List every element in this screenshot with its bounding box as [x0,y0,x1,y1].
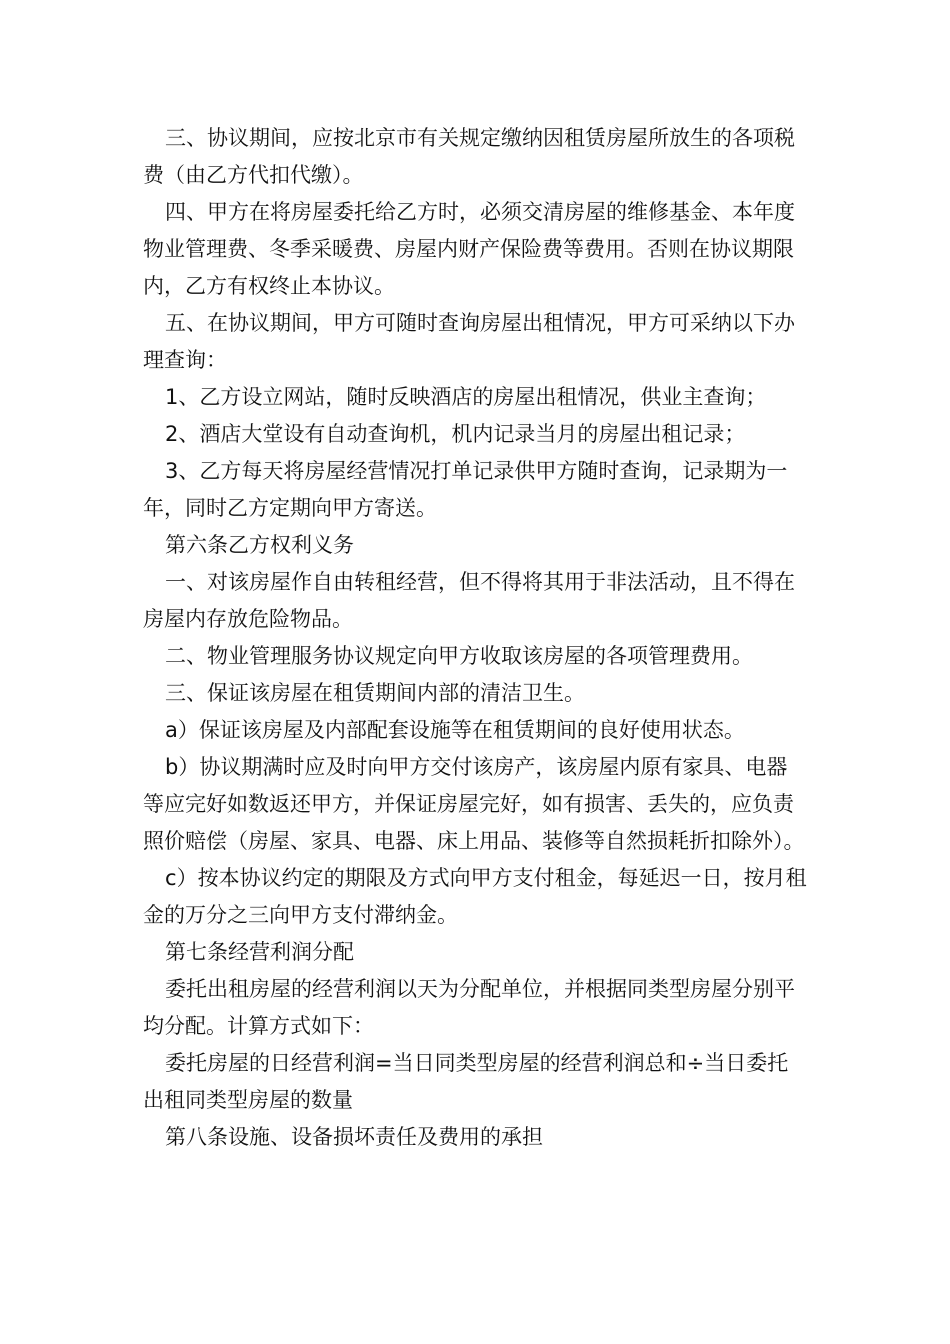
paragraph-article-6-item-b: b）协议期满时应及时向甲方交付该房产，该房屋内原有家具、电器等应完好如数返还甲方，并保证房屋完好，如有损害、丢失的，应负责照价赔偿（房屋、家具、电器、床上用品、装修等自然损耗折扣除外）。 [143,755,805,853]
section-heading-article-8: 第八条设施、设备损坏责任及费用的承担 [165,1125,544,1149]
paragraph-inquiry-item-1: 1、乙方设立网站，随时反映酒店的房屋出租情况，供业主查询； [165,385,767,409]
paragraph-article-6-item-3: 三、保证该房屋在租赁期间内部的清洁卫生。 [165,681,586,705]
paragraph-article-6-item-2: 二、物业管理服务协议规定向甲方收取该房屋的各项管理费用。 [165,644,754,668]
paragraph-article-6-item-a: a）保证该房屋及内部配套设施等在租赁期间的良好使用状态。 [165,718,745,742]
paragraph-article-7-formula: 委托房屋的日经营利润=当日同类型房屋的经营利润总和÷当日委托出租同类型房屋的数量 [143,1051,789,1112]
paragraph-article-7-intro: 委托出租房屋的经营利润以天为分配单位，并根据同类型房屋分别平均分配。计算方式如下： [143,977,796,1038]
paragraph-article-6-item-1: 一、对该房屋作自由转租经营，但不得将其用于非法活动，且不得在房屋内存放危险物品。 [143,570,796,631]
section-heading-article-6: 第六条乙方权利义务 [165,533,355,557]
paragraph-article-6-item-c: c）按本协议约定的期限及方式向甲方支付租金，每延迟一日，按月租金的万分之三向甲方支付滞纳金。 [143,866,807,927]
document-body [143,120,808,1156]
paragraph-article-4-fees: 四、甲方在将房屋委托给乙方时，必须交清房屋的维修基金、本年度物业管理费、冬季采暖费、房屋内财产保险费等费用。否则在协议期限内，乙方有权终止本协议。 [143,200,796,298]
paragraph-inquiry-item-3: 3、乙方每天将房屋经营情况打单记录供甲方随时查询，记录期为一年，同时乙方定期向甲方寄送。 [143,459,788,520]
paragraph-article-3-taxes: 三、协议期间，应按北京市有关规定缴纳因租赁房屋所放生的各项税费（由乙方代扣代缴）。 [143,126,796,187]
section-heading-article-7: 第七条经营利润分配 [165,940,355,964]
paragraph-inquiry-item-2: 2、酒店大堂设有自动查询机，机内记录当月的房屋出租记录； [165,422,746,446]
paragraph-article-5-inquiry: 五、在协议期间，甲方可随时查询房屋出租情况，甲方可采纳以下办理查询： [143,311,796,372]
